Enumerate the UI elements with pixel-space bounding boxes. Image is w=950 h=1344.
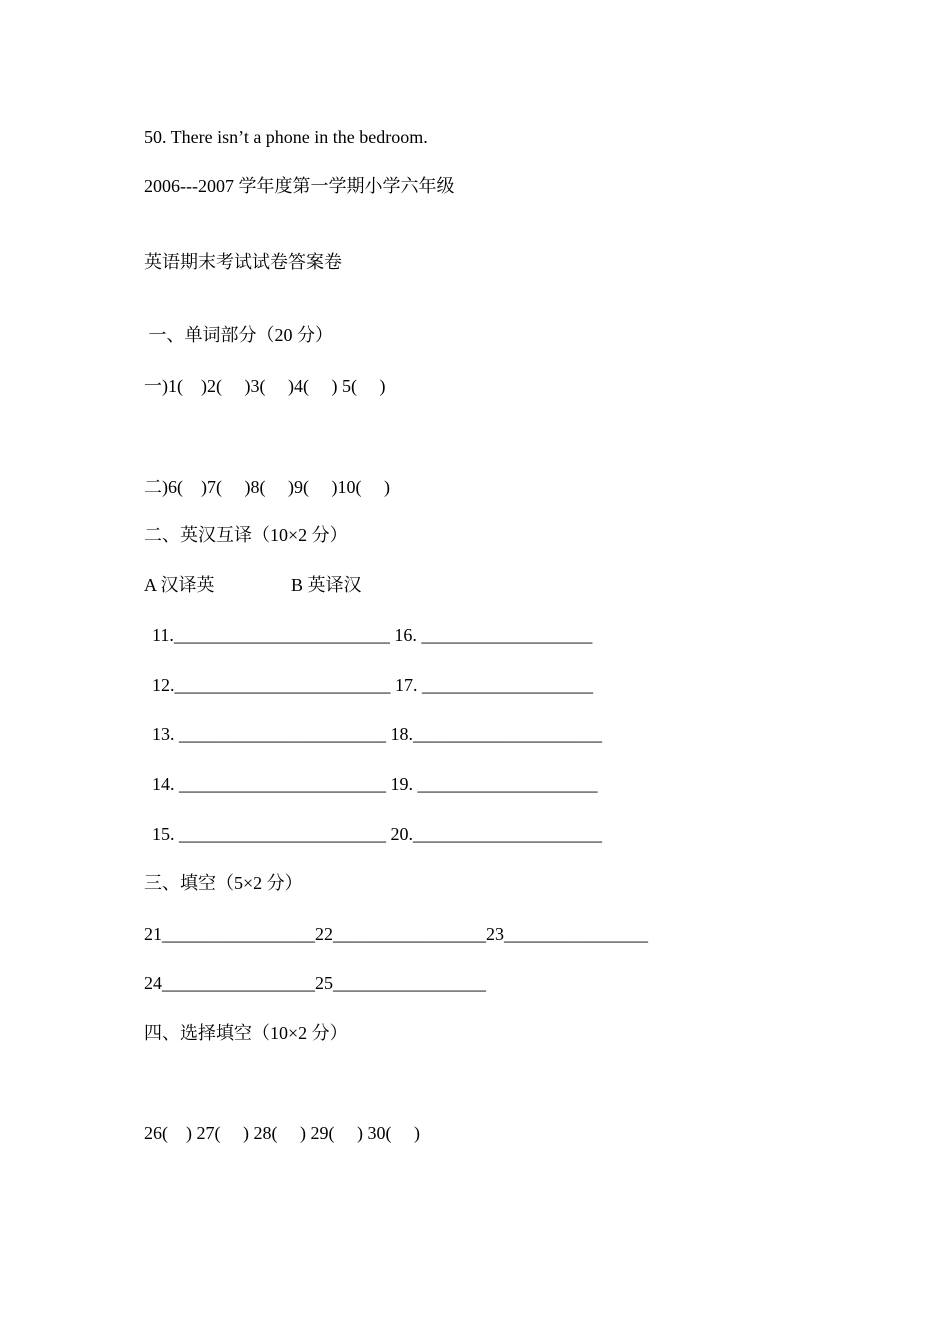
section2-heading: 二、英汉互译（10×2 分）: [144, 525, 348, 545]
top-sentence: 50. There isn’t a phone in the bedroom.: [144, 127, 428, 147]
section2-answer-row: 15. _______________________ 20._____________________: [152, 824, 602, 844]
section2-answer-row: 11.________________________ 16. ___________________: [152, 625, 593, 645]
section4-answer-row-a: 26( ) 27( ) 28( ) 29( ) 30( ): [144, 1123, 420, 1143]
section1-answer-row-b: 二)6( )7( )8( )9( )10( ): [144, 477, 390, 497]
section3-answer-row-a: 21_________________22_________________23________________: [144, 924, 648, 944]
section1-answer-row-a: 一)1( )2( )3( )4( ) 5( ): [144, 376, 386, 396]
section4-heading: 四、选择填空（10×2 分）: [144, 1023, 348, 1043]
section3-answer-row-b: 24_________________25_________________: [144, 973, 486, 993]
exam-title-line1: 2006---2007 学年度第一学期小学六年级: [144, 176, 455, 196]
section2-answer-row: 12.________________________ 17. ___________________: [152, 675, 593, 695]
section1-heading: 一、单词部分（20 分）: [144, 325, 333, 345]
exam-title-line2: 英语期末考试试卷答案卷: [144, 252, 342, 272]
section2-subheads: A 汉译英 B 英译汉: [144, 575, 362, 595]
section3-heading: 三、填空（5×2 分）: [144, 873, 303, 893]
section2-answer-row: 13. _______________________ 18._____________________: [152, 724, 602, 744]
section2-answer-row: 14. _______________________ 19. ____________________: [152, 774, 598, 794]
